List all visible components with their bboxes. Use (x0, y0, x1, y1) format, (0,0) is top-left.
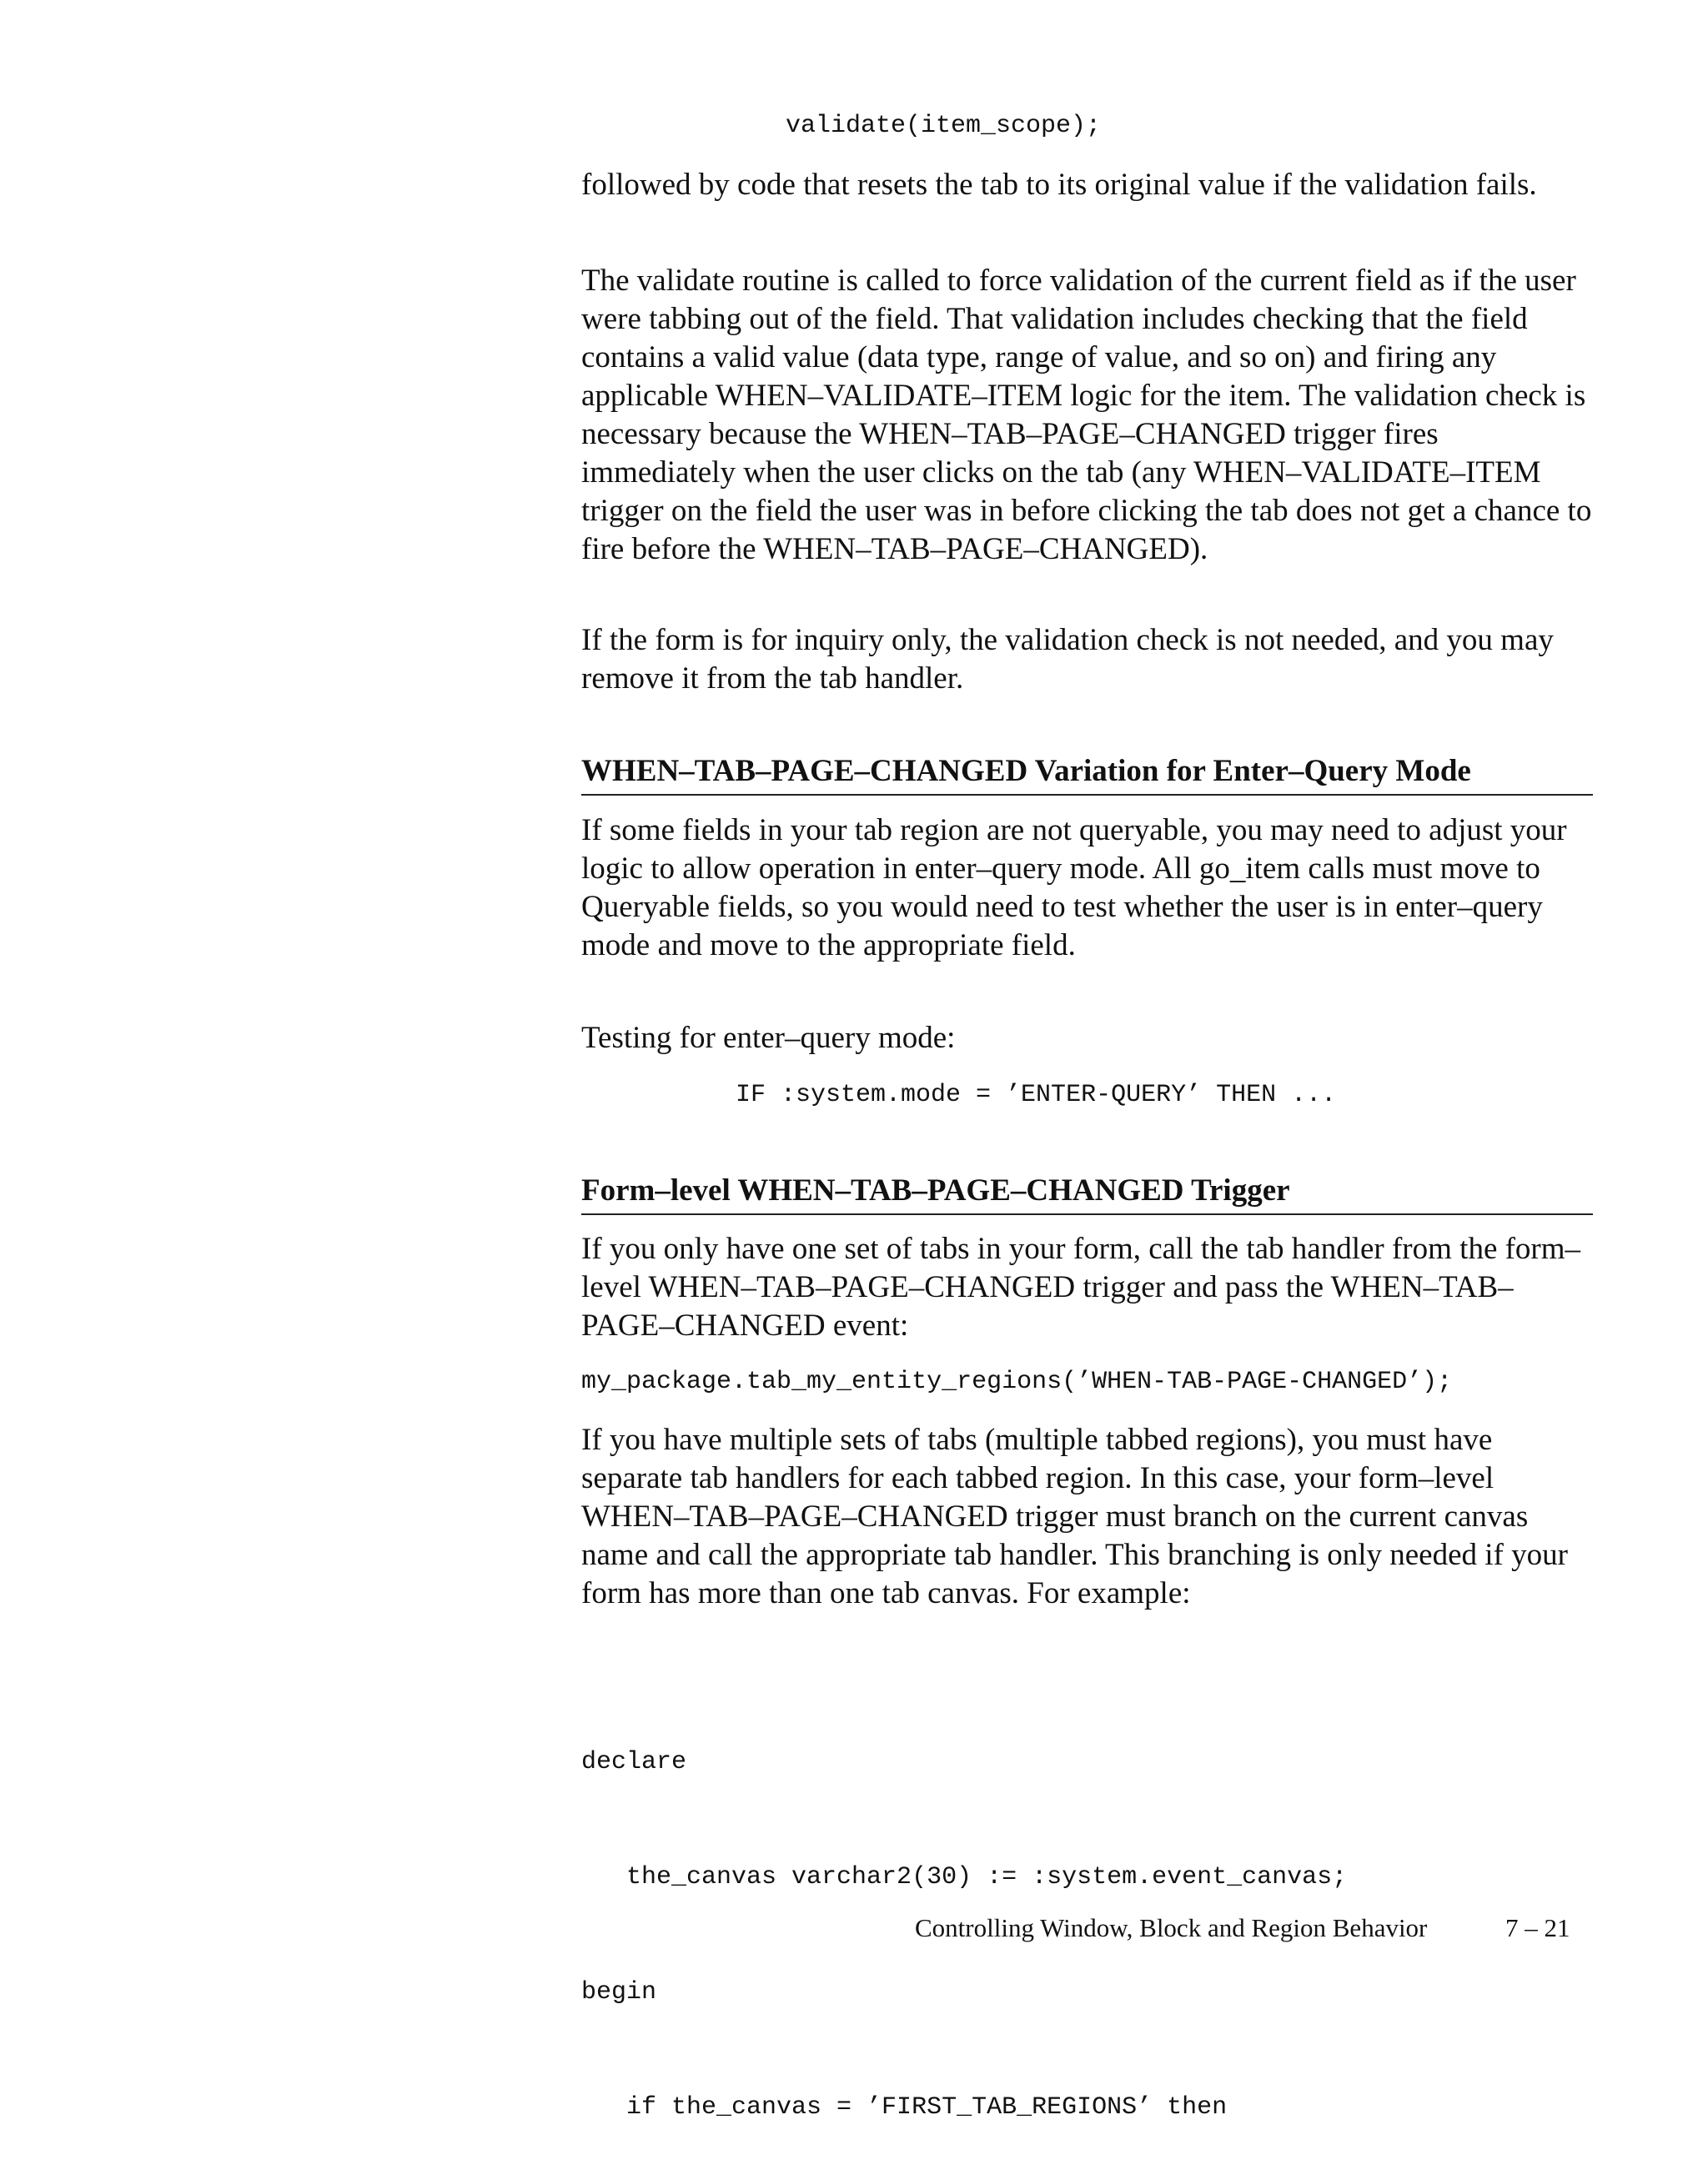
section-heading-enter-query-mode: WHEN–TAB–PAGE–CHANGED Variation for Enter–Query Mode (581, 752, 1593, 796)
paragraph-queryable-fields: If some fields in your tab region are not queryable, you may need to adjust your logic to allow operation in enter–query mode. All go_item calls must move to Queryable fields, so you would need to test whether the user is in enter–query mode and move to the appropriate field. (581, 813, 1567, 962)
paragraph-single-tab-set: If you only have one set of tabs in your form, call the tab handler from the form–level WHEN–TAB–PAGE–CHANGED trigger and pass the WHEN–TAB–PAGE–CHANGED event: (581, 1232, 1581, 1343)
section-heading-form-level-trigger: Form–level WHEN–TAB–PAGE–CHANGED Trigger (581, 1172, 1593, 1215)
paragraph-validation-reset: followed by code that resets the tab to its original value if the validation fails. (581, 168, 1537, 202)
code-line: declare (581, 1748, 687, 1776)
code-line: if the_canvas = ’FIRST_TAB_REGIONS’ then (581, 2093, 1228, 2122)
paragraph-testing-mode: Testing for enter–query mode: (581, 1021, 956, 1055)
code-mode-test: IF :system.mode = ’ENTER-QUERY’ THEN ... (736, 1081, 1337, 1109)
paragraph-inquiry-only: If the form is for inquiry only, the validation check is not needed, and you may remove it from the tab handler. (581, 623, 1554, 696)
code-validate-call: validate(item_scope); (786, 112, 1102, 140)
footer-page-number: 7 – 21 (1505, 1913, 1570, 1942)
code-tab-handler-call: my_package.tab_my_entity_regions(’WHEN-TAB-PAGE-CHANGED’); (581, 1368, 1453, 1396)
code-line: begin (581, 1978, 657, 2007)
footer-chapter-title: Controlling Window, Block and Region Behavior (915, 1913, 1428, 1942)
paragraph-validate-routine: The validate routine is called to force validation of the current field as if the user were tabbing out of the field. That validation includes checking that the field contains a valid value (data type, range of value, and so on) and firing any applicable WHEN–VALIDATE–ITEM logic for the item. The validation check is necessary because the WHEN–TAB–PAGE–CHANGED trigger fires immediately when the user clicks on the tab (any WHEN–VALIDATE–ITEM trigger on the field the user was in before clicking the tab does not get a chance to fire before the WHEN–TAB–PAGE–CHANGED). (581, 264, 1592, 566)
code-line: the_canvas varchar2(30) := :system.event_canvas; (581, 1863, 1348, 1891)
paragraph-multiple-tab-sets: If you have multiple sets of tabs (multiple tabbed regions), you must have separate tab handlers for each tabbed region. In this case, your form–level WHEN–TAB–PAGE–CHANGED trigger must branch on the current canvas name and call the appropriate tab handler. This branching is only needed if your form has more than one tab canvas. For example: (581, 1423, 1568, 1610)
